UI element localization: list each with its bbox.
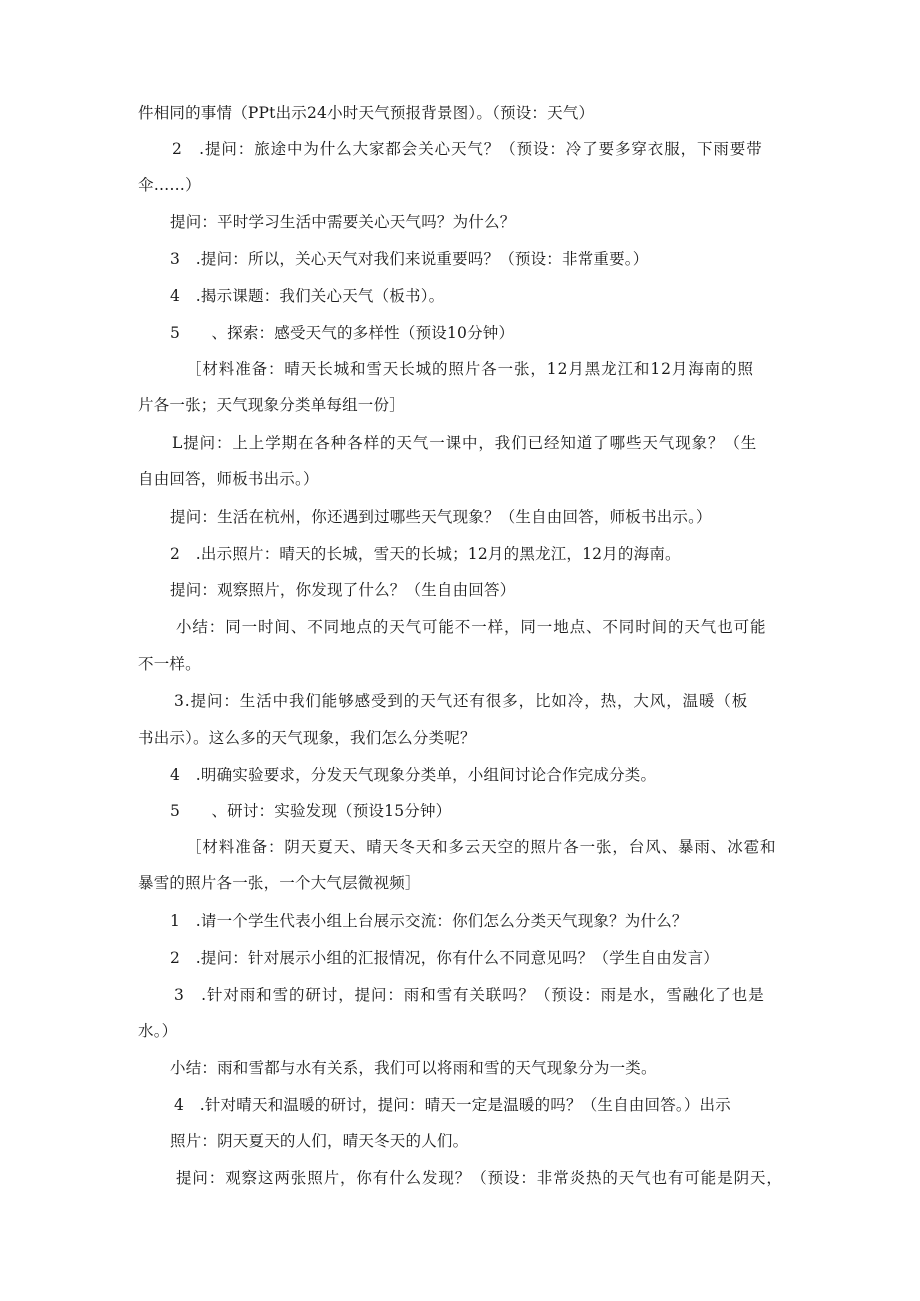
text-line: 小结：同一时间、不同地点的天气可能不一样，同一地点、不同时间的天气也可能	[176, 618, 767, 636]
text-line: 件相同的事情（PPt出示24小时天气预报背景图）。（预设：天气）	[138, 104, 595, 122]
text-line: 2 .提问：旅途中为什么大家都会关心天气？（预设：冷了要多穿衣服，下雨要带	[172, 140, 763, 158]
text-line: 4 .揭示课题：我们关心天气（板书）。	[170, 287, 445, 305]
text-line: 水。）	[138, 1022, 178, 1040]
text-line: 提问：观察这两张照片，你有什么发现？（预设：非常炎热的天气也有可能是阴天，	[176, 1169, 783, 1187]
section-heading: 5 、探索：感受天气的多样性（预设10分钟）	[170, 324, 515, 342]
text-line: 2 .出示照片：晴天的长城，雪天的长城；12月的黑龙江，12月的海南。	[170, 545, 681, 563]
section-heading: 5 、研讨：实验发现（预设15分钟）	[170, 802, 452, 820]
text-line: 3.提问：生活中我们能够感受到的天气还有很多，比如冷，热，大风，温暖（板	[174, 692, 749, 710]
text-line: 暴雪的照片各一张，一个大气层微视频］	[138, 874, 421, 892]
text-line: 3 .提问：所以，关心天气对我们来说重要吗？（预设：非常重要。）	[170, 250, 649, 268]
text-line: 3 .针对雨和雪的研讨，提问：雨和雪有关联吗？（预设：雨是水，雪融化了也是	[174, 986, 765, 1004]
text-line: 提问：平时学习生活中需要关心天气吗？为什么？	[170, 213, 516, 231]
text-line: 4 .明确实验要求，分发天气现象分类单，小组间讨论合作完成分类。	[170, 766, 657, 784]
text-line: 伞……）	[138, 176, 201, 194]
text-line: 照片：阴天夏天的人们，晴天冬天的人们。	[170, 1132, 469, 1150]
text-line: 2 .提问：针对展示小组的汇报情况，你有什么不同意见吗？（学生自由发言）	[170, 949, 719, 967]
text-line: 不一样。	[138, 655, 201, 673]
text-line: 提问：观察照片，你发现了什么？（生自由回答）	[170, 581, 516, 599]
text-line: 片各一张；天气现象分类单每组一份］	[138, 396, 405, 414]
text-line: 提问：生活在杭州，你还遇到过哪些天气现象？（生自由回答，师板书出示。）	[170, 508, 712, 526]
text-line: ［材料准备：阴天夏天、晴天冬天和多云天空的照片各一张，台风、暴雨、冰雹和	[186, 838, 777, 856]
text-line: 小结：雨和雪都与水有关系，我们可以将雨和雪的天气现象分为一类。	[170, 1059, 657, 1077]
text-line: L提问：上上学期在各种各样的天气一课中，我们已经知道了哪些天气现象？（生	[172, 434, 758, 452]
text-line: ［材料准备：晴天长城和雪天长城的照片各一张，12月黑龙江和12月海南的照	[186, 360, 754, 378]
text-line: 自由回答，师板书出示。）	[138, 470, 319, 488]
text-line: 书出示）。这么多的天气现象，我们怎么分类呢？	[138, 729, 476, 747]
text-line: 1 .请一个学生代表小组上台展示交流：你们怎么分类天气现象？为什么？	[170, 912, 688, 930]
text-line: 4 .针对晴天和温暖的研讨，提问：晴天一定是温暖的吗？（生自由回答。）出示	[174, 1096, 731, 1114]
